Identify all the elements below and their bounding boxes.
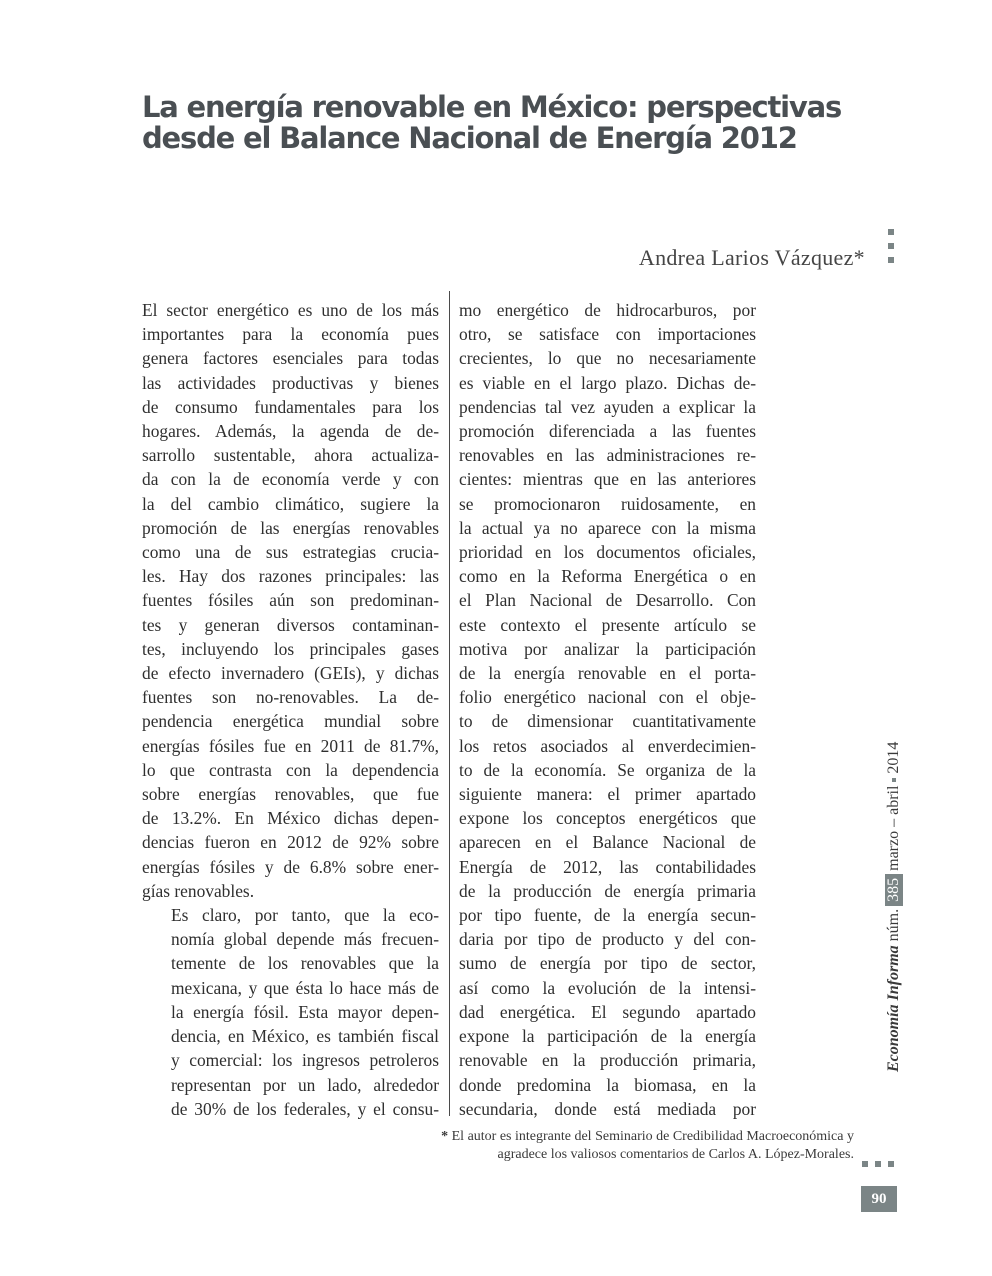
text-line: expone los conceptos energéticos que [459,808,756,829]
text-line: promoción de las energías renovables [142,517,439,538]
issue-label: núm. [885,908,902,942]
text-line: prioridad en los documentos oficiales, [459,542,756,563]
text-line: energías fósiles y de 6.8% sobre ener- [142,856,439,877]
page-number: 90 [861,1186,897,1212]
text-line: de efecto invernadero (GEIs), y dichas [142,663,439,684]
text-line: les. Hay dos razones principales: las [142,566,439,587]
journal-name: Economía Informa [885,945,902,1072]
text-line: como en la Reforma Energética o en [459,566,756,587]
footnote-line-2: agradece los valiosos comentarios de Carlos A. López-Morales. [497,1147,854,1162]
text-line: temente de los renovables que la [171,953,439,974]
text-line: así como la evolución de la intensi- [459,977,756,998]
text-line: y comercial: los ingresos petroleros [171,1050,439,1071]
text-line: promoción diferenciada a las fuentes [459,421,756,442]
text-line: folio energético nacional con el obje- [459,687,756,708]
text-line: fuentes son no-renovables. La de- [142,687,439,708]
text-line: es viable en el largo plazo. Dichas de- [459,372,756,393]
text-line: la energía fósil. Esta mayor depen- [171,1001,439,1022]
separator-dot [892,778,896,782]
issue-period: marzo – abril [885,785,902,871]
text-line: este contexto el presente artículo se [459,614,756,635]
text-line: energías fósiles fue en 2011 de 81.7%, [142,735,439,756]
text-line: sumo de energía por tipo de sector, [459,953,756,974]
text-line: nomía global depende más frecuen- [171,929,439,950]
text-line: representan por un lado, alrededor [171,1074,439,1095]
text-line: de la energía renovable en el porta- [459,663,756,684]
text-line: por tipo fuente, de la energía secun- [459,905,756,926]
footnote [441,1128,854,1164]
text-line: se promocionaron ruidosamente, en [459,493,756,514]
text-line: aparecen en el Balance Nacional de [459,832,756,853]
paragraph-intro [142,298,439,903]
text-line: dencia, en México, es también fiscal [171,1026,439,1047]
text-line: da con la de economía verde y con [142,469,439,490]
text-line: motiva por analizar la participación [459,638,756,659]
text-line: fuentes fósiles aún son predominan- [142,590,439,611]
vertical-dots-ornament [888,229,894,271]
text-line: tes, incluyendo los principales gases [142,638,439,659]
text-line: de consumo fundamentales para los [142,396,439,417]
text-line: otro, se satisface con importaciones [459,324,756,345]
text-line: tes y generan diversos contaminan- [142,614,439,635]
text-line: mo energético de hidrocarburos, por [459,300,756,320]
title-line-2: desde el Balance Nacional de Energía 2012 [142,121,797,155]
text-line: renovables en las administraciones re- [459,445,756,466]
column-divider [449,291,450,1116]
text-line: como una de sus estrategias crucia- [142,542,439,563]
text-line: hogares. Además, la agenda de de- [142,421,439,442]
text-line: de 30% de los federales, y el consu- [171,1098,439,1119]
text-line: los retos asociados al enverdecimien- [459,735,756,756]
text-line: daria por tipo de producto y del con- [459,929,756,950]
text-line: cientes: mientras que en las anteriores [459,469,756,490]
text-line: el Plan Nacional de Desarrollo. Con [459,590,756,611]
text-line: gías renovables. [142,880,255,901]
text-line: importantes para la economía pues [142,324,439,345]
article-title [142,92,842,154]
author-name: Andrea Larios Vázquez* [638,245,865,270]
footnote-line-1: El autor es integrante del Seminario de Credibilidad Macroeconómica y [451,1129,854,1144]
text-line: to de la economía. Se organiza de la [459,759,756,780]
text-line: sobre energías renovables, que fue [142,784,439,805]
text-line: genera factores esenciales para todas [142,348,439,369]
running-head-sidebar [885,742,903,1072]
text-line: to de dimensionar cuantitativamente [459,711,756,732]
text-line: de 13.2%. En México dichas depen- [142,808,439,829]
text-line: secundaria, donde está mediada por [459,1098,756,1119]
text-line: expone la participación de la energía [459,1026,756,1047]
text-line: crecientes, lo que no necesariamente [459,348,756,369]
text-line: dad energética. El segundo apartado [459,1001,756,1022]
title-line-1: La energía renovable en México: perspectivas [142,90,842,124]
paragraph-second [142,903,439,1121]
text-line: renovable en la producción primaria, [459,1050,756,1071]
text-line: dencias fueron en 2012 de 92% sobre [142,832,439,853]
text-line: las actividades productivas y bienes [142,372,439,393]
text-line: pendencias tal vez ayuden a explicar la [459,396,756,417]
text-line: la del cambio climático, sugiere la [142,493,439,514]
issue-number-badge: 385 [885,874,903,906]
body-column-right [459,298,756,1121]
text-line: siguiente manera: el primer apartado [459,784,756,805]
footnote-marker: * [441,1129,449,1144]
paragraph-continued [459,298,756,1121]
text-line: Energía de 2012, las contabilidades [459,856,756,877]
text-line: de la producción de energía primaria [459,880,756,901]
horizontal-dots-ornament [862,1154,901,1172]
issue-year: 2014 [885,741,902,774]
text-line: El sector energético es uno de los más [142,300,439,320]
text-line: Es claro, por tanto, que la eco- [171,905,439,926]
text-line: pendencia energética mundial sobre [142,711,439,732]
text-line: la actual ya no aparece con la misma [459,517,756,538]
text-line: donde predomina la biomasa, en la [459,1074,756,1095]
text-line: mexicana, y que ésta lo hace más de [171,977,439,998]
text-line: lo que contrasta con la dependencia [142,759,439,780]
text-line: sarrollo sustentable, ahora actualiza- [142,445,439,466]
body-column-left [142,298,439,1121]
